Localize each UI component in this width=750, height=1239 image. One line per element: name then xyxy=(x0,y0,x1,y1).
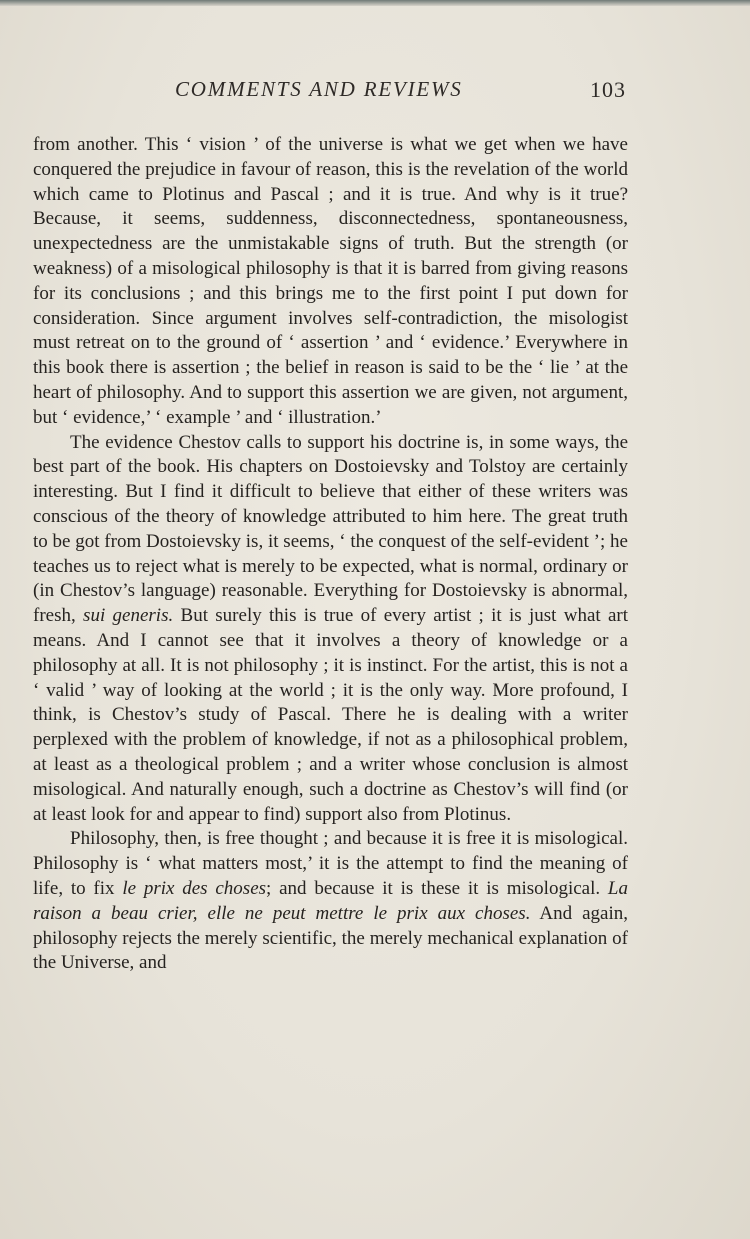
paragraph-2-italic-sui-generis: sui generis. xyxy=(83,605,174,627)
paragraph-3-text-c: And again, philosophy rejects the merely scientific, the merely mechanical explanation of the Universe, and xyxy=(33,902,628,974)
paragraph-1-text: from another. This ‘ vision ’ of the universe is what we get when we have conquered the prejudice in favour of reason, this is the revelation of the world which came to Plotinus and Pascal ; and it is true. And why is it true? Because, it seems, suddenness, disconnectedness, spontaneousness, unexpectedness are the unmistakable signs of truth. But the strength (or weakness) of a misological philosophy is that it is barred from giving reasons for its conclusions ; and this brings me to the first point I put down for consideration. Since argument involves self-contradiction, the misologist must retreat on to the ground of ‘ assertion ’ and ‘ evidence.’ Everywhere in this book there is assertion ; the belief in reason is said to be the ‘ lie ’ at the heart of philosophy. And to support this assertion we are given, not argument, but ‘ evidence,’ ‘ example ’ and ‘ illustration.’ xyxy=(33,134,628,428)
book-page xyxy=(0,6,750,1239)
paragraph-3 xyxy=(33,827,628,976)
paragraph-1 xyxy=(33,133,628,431)
running-head-title: COMMENTS AND REVIEWS xyxy=(175,77,463,101)
paragraph-3-italic-le-prix: le prix des choses xyxy=(122,877,267,899)
running-head xyxy=(0,77,750,109)
paragraph-3-text-a: Philosophy, then, is free thought ; and because it is free it is misological. Philosophy is ‘ what matters most,’ it is the attempt to find the meaning of life, to fix xyxy=(33,828,628,899)
paragraph-3-italic-la-raison: La raison a beau crier, elle ne peut mettre le prix aux choses. xyxy=(33,877,628,924)
paragraph-2-text-a: The evidence Chestov calls to support his doctrine is, in some ways, the best part of the book. His chapters on Dostoievsky and Tolstoy are certainly interesting. But I find it difficult to believe that either of these writers was conscious of the theory of knowledge attributed to him here. The great truth to be got from Dostoievsky is, it seems, ‘ the conquest of the self-evident ’; he teaches us to reject what is merely to be expected, what is normal, ordinary or (in Chestov’s language) reasonable. Everything for Dostoievsky is abnormal, fresh, xyxy=(33,431,628,627)
paragraph-3-text-b: ; and because it is these it is misological. xyxy=(266,877,601,899)
paragraph-2-text-b: But surely this is true of every artist ; it is just what art means. And I cannot see that it involves a theory of knowledge or a philosophy at all. It is not philosophy ; it is instinct. For the artist, this is not a ‘ valid ’ way of looking at the world ; it is the only way. More profound, I think, is Chestov’s study of Pascal. There he is dealing with a writer perplexed with the problem of knowledge, if not as a philosophical problem, at least as a theological problem ; and a writer whose conclusion is almost misological. And naturally enough, such a doctrine as Chestov’s will find (or at least look for and appear to find) support also from Plotinus. xyxy=(33,605,629,825)
body-text xyxy=(33,133,628,976)
page-number: 103 xyxy=(590,77,626,102)
paragraph-2 xyxy=(33,431,628,828)
